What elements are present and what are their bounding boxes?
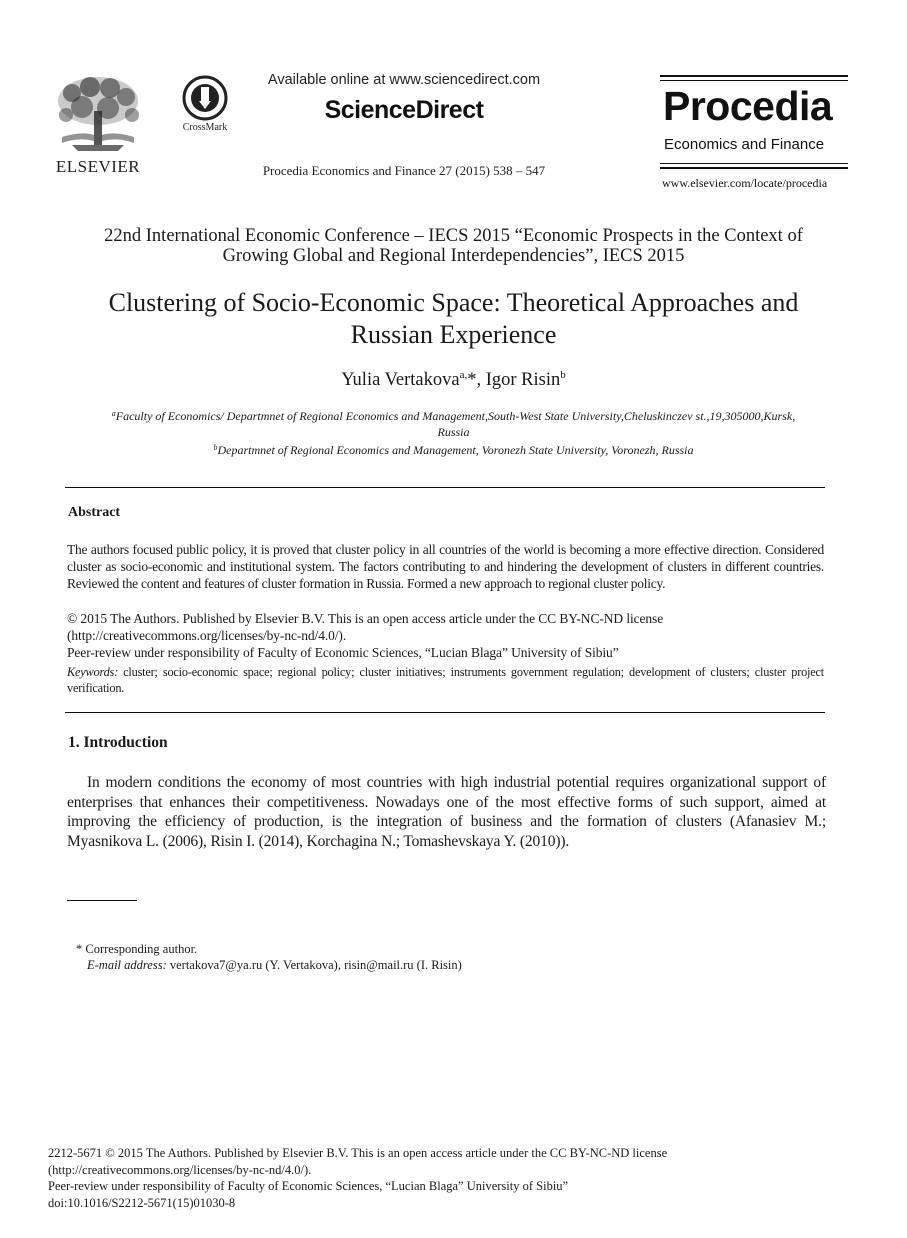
journal-reference: Procedia Economics and Finance 27 (2015) 538 – 547 (262, 163, 546, 178)
procedia-subtitle: Economics and Finance (664, 136, 825, 153)
paper-title (60, 287, 847, 351)
license-line: © 2015 The Authors. Published by Elsevier B.V. This is an open access article under the CC BY-NC-ND license (67, 611, 664, 626)
author-list (60, 369, 847, 391)
issn-copyright-line: 2212-5671 © 2015 The Authors. Published by Elsevier B.V. This is an open access article under the CC BY-NC-ND license (48, 1146, 668, 1160)
procedia-top-rule-thin (660, 80, 848, 81)
crossmark-label: CrossMark (182, 122, 228, 133)
author-name: Yulia Vertakova (341, 370, 460, 390)
paper-title-line-2: Russian Experience (350, 320, 557, 349)
abstract-top-divider (65, 487, 825, 488)
procedia-wordmark: Procedia (663, 83, 833, 129)
keywords-list: cluster; socio-economic space; regional policy; cluster initiatives; instruments government regulation; development of clusters; cluster project verification. (67, 665, 824, 695)
affiliation-text: Departmnet of Regional Economics and Management, Voronezh State University, Voronezh, Russia (217, 443, 694, 457)
procedia-bottom-rule-thin (660, 163, 848, 164)
sciencedirect-brand: ScienceDirect (324, 96, 484, 124)
corresponding-author-mark: *, (467, 370, 486, 390)
elsevier-tree-icon (52, 75, 144, 155)
author-name: Igor Risin (485, 370, 561, 390)
introduction-paragraph: In modern conditions the economy of most countries with high industrial potential requires organizational support of enterprises that enhances their competitiveness. Nowadays one of the most effective forms of such support, aimed at improving the efficiency of production, is the integration of business and the formation of clusters (Afanasiev M.; Myasnikova L. (2006), Risin I. (2014), Korchagina N.; Tomashevskaya Y. (2010)). (67, 774, 826, 850)
paper-title-line-1: Clustering of Socio-Economic Space: Theoretical Approaches and (108, 288, 799, 317)
section-heading-introduction: 1. Introduction (68, 734, 168, 751)
email-label: E-mail address: (87, 958, 167, 972)
elsevier-logo (52, 75, 144, 175)
conference-line-1: 22nd International Economic Conference – IECS 2015 “Economic Prospects in the Context of (104, 226, 803, 246)
available-online-link[interactable]: Available online at www.sciencedirect.com (267, 72, 541, 88)
footer-peer-review: Peer-review under responsibility of Faculty of Economic Sciences, “Lucian Blaga” University of Sibiu” (48, 1179, 569, 1193)
doi-link[interactable]: doi:10.1016/S2212-5671(15)01030-8 (48, 1195, 236, 1210)
peer-review-statement: Peer-review under responsibility of Faculty of Economic Sciences, “Lucian Blaga” University of Sibiu” (67, 645, 619, 660)
affiliation-b (70, 440, 837, 458)
footnote-divider (67, 900, 137, 901)
conference-line-2: Growing Global and Regional Interdependencies”, IECS 2015 (222, 246, 685, 266)
affiliation-text: Faculty of Economics/ Departmnet of Regional Economics and Management,South-West State University,Cheluskinczev st.,19,305000,Kursk, (115, 409, 796, 423)
affiliation-mark: b (213, 443, 218, 452)
email-note (87, 957, 462, 973)
footer-license-url-link[interactable]: (http://creativecommons.org/licenses/by-nc-nd/4.0/). (48, 1162, 312, 1177)
affiliation-mark: a (111, 409, 116, 418)
keywords (67, 664, 824, 696)
procedia-bottom-rule (660, 167, 848, 169)
abstract-bottom-divider (65, 712, 825, 713)
procedia-top-rule (660, 75, 848, 77)
conference-info (60, 226, 847, 266)
email-addresses[interactable]: vertakova7@ya.ru (Y. Vertakova), risin@mail.ru (I. Risin) (166, 958, 462, 972)
procedia-url-link[interactable]: www.elsevier.com/locate/procedia (662, 176, 828, 190)
abstract-heading: Abstract (68, 505, 121, 520)
author-affiliation-mark: a, (459, 369, 468, 381)
abstract-text: The authors focused public policy, it is proved that cluster policy in all countries of the world is becoming a more effective direction. Considered cluster as socio-economic and institutional system. The factors contributing to and hindering the development of clusters in different countries. Reviewed the content and features of cluster formation in Russia. Formed a new approach to regional cluster policy. (67, 542, 824, 591)
author-affiliation-mark: b (560, 369, 566, 381)
affiliation-a (70, 406, 837, 440)
keywords-label: Keywords: (67, 665, 119, 679)
procedia-logo (660, 75, 848, 193)
license-statement (67, 610, 824, 661)
elsevier-wordmark: ELSEVIER (55, 157, 141, 176)
corresponding-author-note: * Corresponding author. (76, 942, 198, 956)
copyright-footer (48, 1145, 828, 1211)
license-url-link[interactable]: (http://creativecommons.org/licenses/by-nc-nd/4.0/). (67, 628, 347, 643)
affiliation-text-continued: Russia (437, 425, 470, 439)
